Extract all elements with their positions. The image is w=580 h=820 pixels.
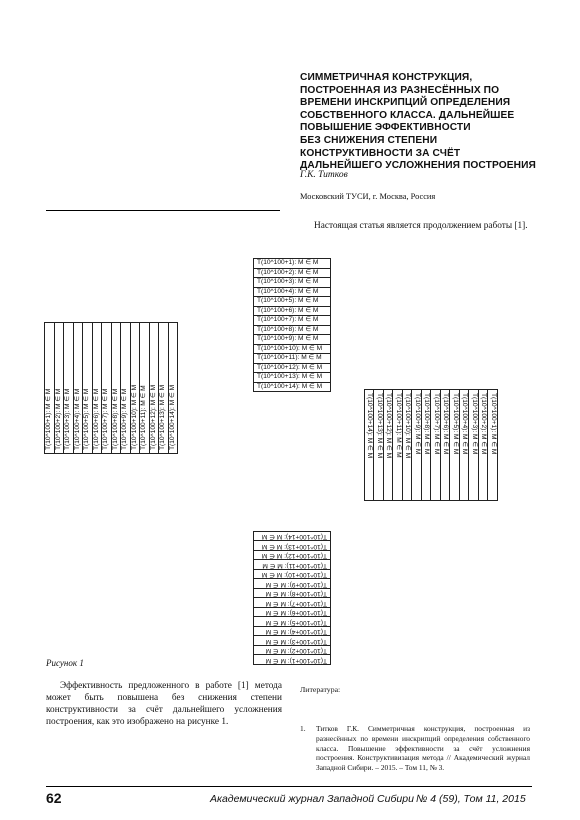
- figure-cell: T(10^100+10): M ∈ M: [130, 323, 140, 454]
- figure-row: [254, 551, 331, 561]
- figure-cell: T(10^100+5): M ∈ M: [83, 323, 93, 454]
- figure-cell: T(10^100+9): M ∈ M: [254, 579, 331, 589]
- article-title: [300, 72, 550, 173]
- page-number: 62: [46, 790, 62, 806]
- figure-row: [441, 390, 451, 501]
- figure-row: [159, 323, 169, 454]
- title-line: СОБСТВЕННОГО КЛАССА. ДАЛЬНЕЙШЕЕ: [300, 109, 515, 121]
- figure-cell: T(10^100+8): M ∈ M: [422, 390, 432, 501]
- figure-row: [412, 390, 422, 501]
- figure-cell: T(10^100+12): M ∈ M: [149, 323, 159, 454]
- figure-cell: T(10^100+14): M ∈ M: [254, 382, 331, 392]
- figure-row: [393, 390, 403, 501]
- figure-cell: T(10^100+13): M ∈ M: [374, 390, 384, 501]
- title-line: КОНСТРУКТИВНОСТИ ЗА СЧЁТ: [300, 147, 461, 159]
- figure-row: [254, 655, 331, 665]
- figure-row: [422, 390, 432, 501]
- figure-row: [469, 390, 479, 501]
- figure-row: [149, 323, 159, 454]
- figure-row: [254, 354, 331, 364]
- figure-cell: T(10^100+7): M ∈ M: [431, 390, 441, 501]
- figure-row: [254, 541, 331, 551]
- figure-cell: T(10^100+10): M ∈ M: [254, 344, 331, 354]
- figure-cell: T(10^100+4): M ∈ M: [254, 287, 331, 297]
- figure-cell: T(10^100+2): M ∈ M: [254, 646, 331, 656]
- figure-row: [254, 325, 331, 335]
- figure-row: [488, 390, 498, 501]
- figure-cell: T(10^100+10): M ∈ M: [403, 390, 413, 501]
- figure-cell: T(10^100+1): M ∈ M: [45, 323, 55, 454]
- figure-row: [121, 323, 131, 454]
- figure-row: [374, 390, 384, 501]
- figure-row: [254, 306, 331, 316]
- figure-cell: T(10^100+3): M ∈ M: [469, 390, 479, 501]
- figure-cell: T(10^100+2): M ∈ M: [54, 323, 64, 454]
- figure-cell: T(10^100+9): M ∈ M: [412, 390, 422, 501]
- figure-table-left: [44, 322, 178, 454]
- figure-cell: T(10^100+12): M ∈ M: [384, 390, 394, 501]
- figure-cell: T(10^100+6): M ∈ M: [254, 608, 331, 618]
- figure-cell: T(10^100+13): M ∈ M: [254, 373, 331, 383]
- figure-cell: T(10^100+9): M ∈ M: [121, 323, 131, 454]
- figure-row: [460, 390, 470, 501]
- figure-cell: T(10^100+12): M ∈ M: [254, 363, 331, 373]
- figure-row: [254, 344, 331, 354]
- figure-cell: T(10^100+1): M ∈ M: [254, 259, 331, 269]
- body-paragraph: Эффективность предложенного в работе [1] метода может быть повышена без снижения степени конструктивности за счёт дальнейшего усложнения построения, как это изображено на рисунке 1.: [46, 681, 282, 727]
- figure-row: [254, 363, 331, 373]
- reference-text: Титков Г.К. Симметричная конструкция, построенная из разнесённых по времени инскрипций определения собственного класса. Повышение эффективности за счёт усложнения построения. Конструктивизация метода // Академический журнал Западной Сибири. – 2015. – Том 11, № 3.: [316, 724, 530, 773]
- figure-cell: T(10^100+8): M ∈ M: [254, 325, 331, 335]
- figure-cell: T(10^100+7): M ∈ M: [254, 316, 331, 326]
- figure-row: [254, 646, 331, 656]
- figure-cell: T(10^100+3): M ∈ M: [254, 278, 331, 288]
- figure-row: [54, 323, 64, 454]
- figure-row: [254, 382, 331, 392]
- figure-cell: T(10^100+7): M ∈ M: [254, 598, 331, 608]
- figure-cell: T(10^100+4): M ∈ M: [73, 323, 83, 454]
- figure-cell: T(10^100+5): M ∈ M: [450, 390, 460, 501]
- figure-cell: T(10^100+1): M ∈ M: [254, 655, 331, 665]
- figure-row: [140, 323, 150, 454]
- figure-caption: Рисунок 1: [46, 658, 84, 668]
- figure-row: [431, 390, 441, 501]
- figure-row: [254, 259, 331, 269]
- figure-cell: T(10^100+8): M ∈ M: [254, 589, 331, 599]
- figure-cell: T(10^100+13): M ∈ M: [159, 323, 169, 454]
- title-line: ВРЕМЕНИ ИНСКРИПЦИЙ ОПРЕДЕЛЕНИЯ: [300, 97, 511, 109]
- figure-row: [254, 287, 331, 297]
- figure-cell: T(10^100+7): M ∈ M: [102, 323, 112, 454]
- figure-row: [384, 390, 394, 501]
- figure-row: [254, 268, 331, 278]
- figure-cell: T(10^100+13): M ∈ M: [254, 541, 331, 551]
- figure-row: [168, 323, 178, 454]
- figure-table-bottom: [253, 531, 331, 665]
- figure-cell: T(10^100+6): M ∈ M: [441, 390, 451, 501]
- figure-row: [45, 323, 55, 454]
- figure-row: [479, 390, 489, 501]
- references-heading: Литература:: [300, 685, 341, 694]
- figure-row: [450, 390, 460, 501]
- figure-row: [92, 323, 102, 454]
- title-line: ПОСТРОЕННАЯ ИЗ РАЗНЕСЁННЫХ ПО: [300, 84, 500, 96]
- figure-table-right: [364, 389, 498, 501]
- figure-row: [365, 390, 375, 501]
- figure-cell: T(10^100+11): M ∈ M: [254, 560, 331, 570]
- figure-row: [254, 627, 331, 637]
- figure-cell: T(10^100+6): M ∈ M: [92, 323, 102, 454]
- figure-cell: T(10^100+3): M ∈ M: [64, 323, 74, 454]
- journal-name: Академический журнал Западной Сибири: [210, 793, 414, 805]
- figure-cell: T(10^100+9): M ∈ M: [254, 335, 331, 345]
- figure-row: [130, 323, 140, 454]
- figure-cell: T(10^100+11): M ∈ M: [140, 323, 150, 454]
- figure-cell: T(10^100+5): M ∈ M: [254, 297, 331, 307]
- figure-row: [83, 323, 93, 454]
- title-line: СИММЕТРИЧНАЯ КОНСТРУКЦИЯ,: [300, 72, 473, 83]
- figure-row: [254, 570, 331, 580]
- figure-row: [254, 335, 331, 345]
- figure-cell: T(10^100+14): M ∈ M: [254, 532, 331, 542]
- figure-cell: T(10^100+4): M ∈ M: [254, 627, 331, 637]
- figure-row: [64, 323, 74, 454]
- figure-cell: T(10^100+11): M ∈ M: [254, 354, 331, 364]
- figure-row: [102, 323, 112, 454]
- figure-row: [403, 390, 413, 501]
- figure-row: [254, 589, 331, 599]
- figure-cell: T(10^100+1): M ∈ M: [488, 390, 498, 501]
- author-affiliation: Московский ТУСИ, г. Москва, Россия: [300, 192, 436, 201]
- figure-cell: T(10^100+14): M ∈ M: [365, 390, 375, 501]
- figure-row: [254, 617, 331, 627]
- figure-row: [254, 560, 331, 570]
- figure-cell: T(10^100+10): M ∈ M: [254, 570, 331, 580]
- figure-row: [254, 316, 331, 326]
- footer-divider: [46, 786, 532, 787]
- title-line: ПОВЫШЕНИЕ ЭФФЕКТИВНОСТИ: [300, 122, 471, 134]
- title-line: БЕЗ СНИЖЕНИЯ СТЕПЕНИ: [300, 134, 438, 146]
- figure-row: [254, 532, 331, 542]
- title-line: ДАЛЬНЕЙШЕГО УСЛОЖНЕНИЯ ПОСТРОЕНИЯ: [300, 160, 536, 172]
- figure-row: [73, 323, 83, 454]
- figure-row: [111, 323, 121, 454]
- figure-row: [254, 598, 331, 608]
- figure-cell: T(10^100+6): M ∈ M: [254, 306, 331, 316]
- figure-row: [254, 373, 331, 383]
- reference-number: 1.: [300, 724, 306, 733]
- figure-cell: T(10^100+14): M ∈ M: [168, 323, 178, 454]
- figure-table-top: [253, 258, 331, 392]
- figure-cell: T(10^100+11): M ∈ M: [393, 390, 403, 501]
- issue-info: № 4 (59), Том 11, 2015: [416, 793, 526, 805]
- lead-paragraph: Настоящая статья является продолжением работы [1].: [314, 221, 528, 231]
- figure-cell: T(10^100+2): M ∈ M: [254, 268, 331, 278]
- author-name: Г.К. Титков: [300, 170, 348, 180]
- figure-row: [254, 278, 331, 288]
- figure-cell: T(10^100+12): M ∈ M: [254, 551, 331, 561]
- figure-cell: T(10^100+4): M ∈ M: [460, 390, 470, 501]
- figure-cell: T(10^100+3): M ∈ M: [254, 636, 331, 646]
- figure-row: [254, 579, 331, 589]
- figure-cell: T(10^100+8): M ∈ M: [111, 323, 121, 454]
- figure-cell: T(10^100+5): M ∈ M: [254, 617, 331, 627]
- figure-row: [254, 297, 331, 307]
- figure-cell: T(10^100+2): M ∈ M: [479, 390, 489, 501]
- figure-row: [254, 636, 331, 646]
- figure-row: [254, 608, 331, 618]
- section-divider: [46, 210, 280, 211]
